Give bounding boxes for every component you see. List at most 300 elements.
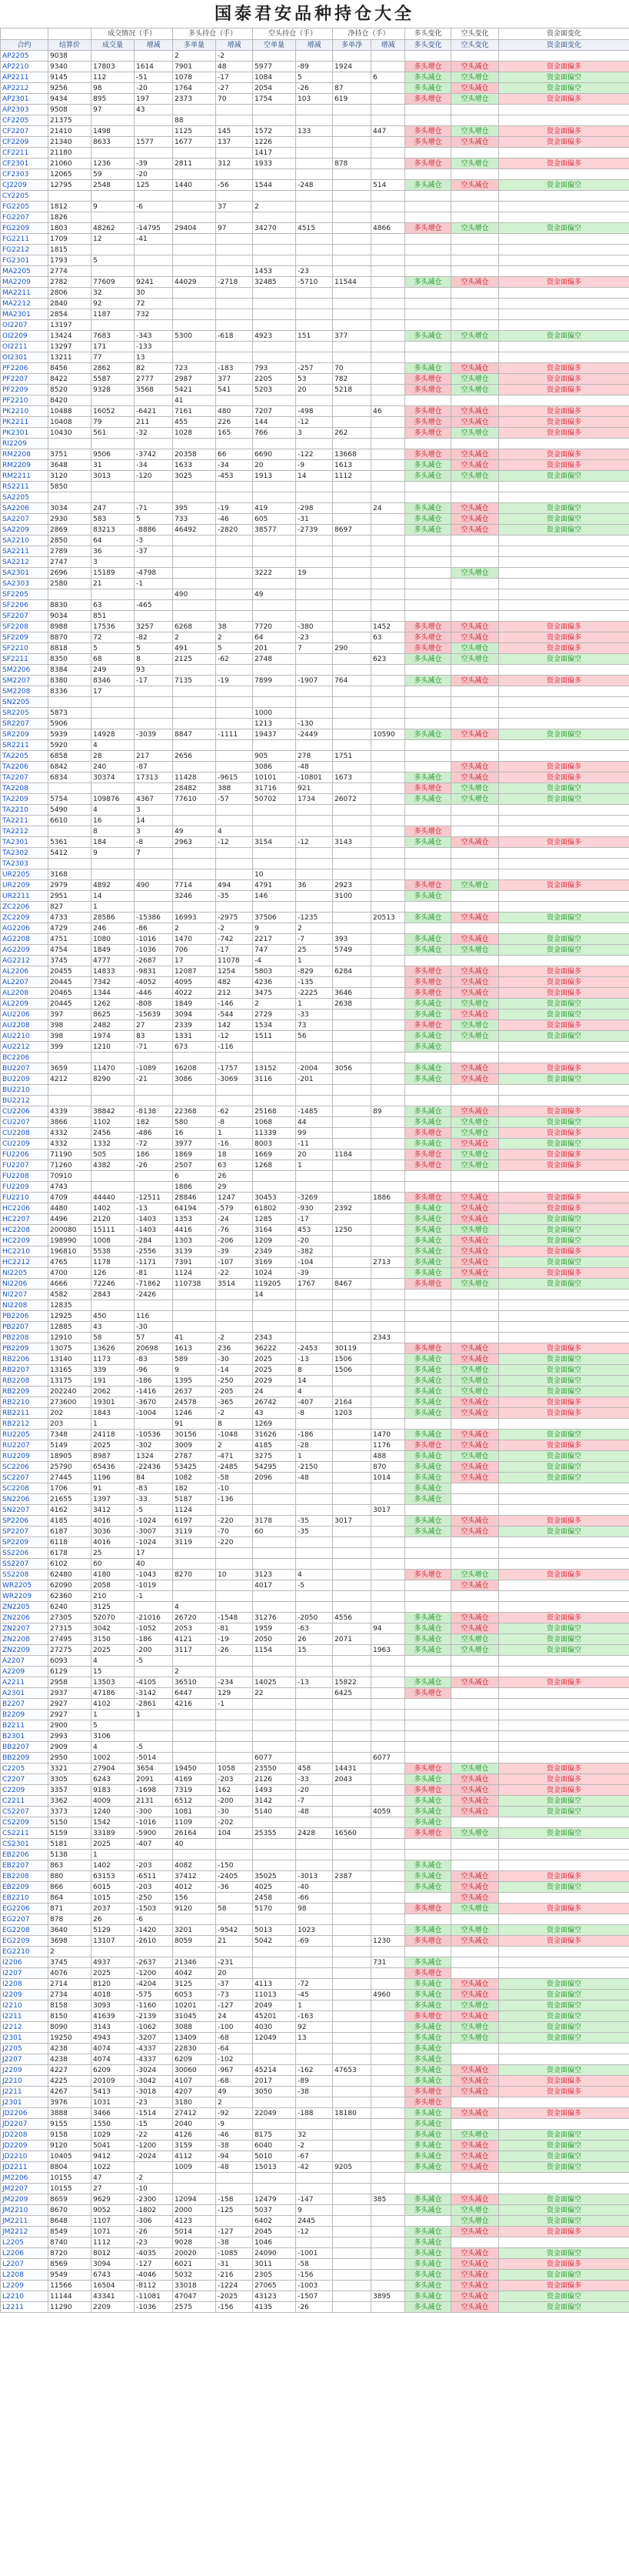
- volume-cell: 9: [92, 202, 135, 212]
- settle-price-cell: 2854: [48, 309, 92, 320]
- volume-change-cell: 2131: [135, 1796, 173, 1807]
- short-change-cell: 2: [296, 923, 333, 934]
- contract-code-cell: I2207: [1, 1968, 48, 1979]
- volume-cell: 2025: [92, 1440, 135, 1451]
- fund-trend-cell: [499, 51, 629, 62]
- short-change-cell: -20: [296, 1236, 333, 1246]
- fund-trend-cell: [499, 234, 629, 245]
- long-change-cell: [216, 1085, 253, 1096]
- long-change-cell: [216, 665, 253, 676]
- short-change-cell: [296, 1322, 333, 1333]
- net-qty-cell: [333, 1990, 371, 2000]
- table-row: [1, 859, 629, 869]
- page-title: 国泰君安品种持仓大全: [214, 4, 414, 24]
- fund-trend-cell: 资金面偏空: [499, 180, 629, 191]
- volume-change-cell: -11081: [135, 2291, 173, 2302]
- fund-trend-cell: 资金面偏多: [499, 2227, 629, 2237]
- table-row: [1, 1053, 629, 1063]
- volume-cell: 2209: [92, 2302, 135, 2313]
- table-row: [1, 665, 629, 676]
- table-row: [1, 1774, 629, 1785]
- volume-change-cell: -14795: [135, 223, 173, 234]
- net-qty-cell: [333, 1850, 371, 1860]
- net-qty-cell: 619: [333, 94, 371, 105]
- short-change-cell: [296, 2237, 333, 2248]
- volume-change-cell: -306: [135, 2216, 173, 2227]
- short-trend-cell: [451, 1505, 499, 1516]
- volume-cell: [92, 719, 135, 729]
- short-change-cell: [296, 1667, 333, 1677]
- volume-cell: 3125: [92, 1602, 135, 1613]
- volume-change-cell: 732: [135, 309, 173, 320]
- settle-price-cell: 3745: [48, 1957, 92, 1968]
- volume-cell: 3036: [92, 1527, 135, 1537]
- volume-change-cell: [135, 395, 173, 406]
- net-qty-cell: [333, 2270, 371, 2281]
- short-trend-cell: 空头减仓: [451, 934, 499, 945]
- net-change-cell: [371, 342, 405, 352]
- volume-change-cell: -71: [135, 1042, 173, 1053]
- short-qty-cell: 24090: [253, 2248, 296, 2259]
- settle-price-cell: [48, 859, 92, 869]
- long-qty-cell: [173, 148, 216, 158]
- short-qty-cell: 6077: [253, 1753, 296, 1763]
- long-change-cell: [216, 557, 253, 568]
- short-qty-cell: 2025: [253, 1365, 296, 1376]
- settle-price-cell: 4332: [48, 1128, 92, 1139]
- long-qty-cell: 1082: [173, 1473, 216, 1483]
- volume-cell: 41639: [92, 2011, 135, 2022]
- table-row: [1, 1817, 629, 1828]
- volume-change-cell: 182: [135, 1117, 173, 1128]
- long-qty-cell: [173, 342, 216, 352]
- contract-code-cell: J2209: [1, 2065, 48, 2076]
- long-qty-cell: [173, 697, 216, 708]
- net-qty-cell: [333, 977, 371, 988]
- settle-price-cell: 6842: [48, 762, 92, 772]
- volume-change-cell: [135, 783, 173, 794]
- short-change-cell: [296, 482, 333, 492]
- contract-code-cell: I2206: [1, 1957, 48, 1968]
- table-row: [1, 2227, 629, 2237]
- short-trend-cell: 空头增仓: [451, 1020, 499, 1031]
- volume-change-cell: -1403: [135, 1225, 173, 1236]
- net-change-cell: [371, 2119, 405, 2130]
- contract-code-cell: CU2209: [1, 1139, 48, 1150]
- short-trend-cell: 空头减仓: [451, 2065, 499, 2076]
- long-qty-cell: [173, 255, 216, 266]
- short-trend-cell: [451, 956, 499, 966]
- long-trend-cell: 多头减仓: [405, 1473, 451, 1483]
- long-change-cell: -116: [216, 1042, 253, 1053]
- volume-cell: 48262: [92, 223, 135, 234]
- volume-change-cell: 3: [135, 826, 173, 837]
- short-qty-cell: 27065: [253, 2281, 296, 2291]
- short-change-cell: 5: [296, 72, 333, 83]
- volume-cell: 4: [92, 1742, 135, 1753]
- short-change-cell: [296, 869, 333, 880]
- short-change-cell: -89: [296, 62, 333, 72]
- volume-change-cell: [135, 611, 173, 622]
- long-change-cell: -158: [216, 2194, 253, 2205]
- short-qty-cell: 49: [253, 589, 296, 600]
- net-change-cell: [371, 1182, 405, 1193]
- fund-trend-cell: [499, 1720, 629, 1731]
- short-trend-cell: 空头增仓: [451, 654, 499, 665]
- long-trend-cell: 多头增仓: [405, 223, 451, 234]
- short-trend-cell: 空头增仓: [451, 94, 499, 105]
- long-qty-cell: 5187: [173, 1494, 216, 1505]
- long-trend-cell: [405, 320, 451, 331]
- short-trend-cell: 空头增仓: [451, 1570, 499, 1580]
- short-change-cell: [296, 611, 333, 622]
- table-row: [1, 1527, 629, 1537]
- short-qty-cell: 10101: [253, 772, 296, 783]
- volume-cell: 26: [92, 1914, 135, 1925]
- short-change-cell: [296, 708, 333, 719]
- net-qty-cell: 2043: [333, 1774, 371, 1785]
- net-qty-cell: [333, 417, 371, 428]
- long-change-cell: -38: [216, 2237, 253, 2248]
- settle-price-cell: 4733: [48, 913, 92, 923]
- volume-cell: 17803: [92, 62, 135, 72]
- volume-change-cell: -20: [135, 169, 173, 180]
- short-qty-cell: 4113: [253, 1979, 296, 1990]
- volume-change-cell: -23: [135, 2237, 173, 2248]
- volume-change-cell: 84: [135, 1473, 173, 1483]
- short-change-cell: -1235: [296, 913, 333, 923]
- net-change-cell: [371, 2237, 405, 2248]
- short-trend-cell: [451, 320, 499, 331]
- net-change-cell: 447: [371, 126, 405, 137]
- table-row: [1, 223, 629, 234]
- long-change-cell: -146: [216, 999, 253, 1009]
- fund-trend-cell: 资金面偏多: [499, 62, 629, 72]
- volume-cell: 13107: [92, 1936, 135, 1947]
- contract-code-cell: RB2209: [1, 1386, 48, 1397]
- net-qty-cell: [333, 1979, 371, 1990]
- volume-cell: 98: [92, 83, 135, 94]
- short-change-cell: 1023: [296, 1925, 333, 1936]
- volume-cell: 2548: [92, 180, 135, 191]
- short-change-cell: [296, 169, 333, 180]
- settle-price-cell: 10155: [48, 2173, 92, 2184]
- net-qty-cell: [333, 1957, 371, 1968]
- settle-price-cell: 18905: [48, 1451, 92, 1462]
- net-change-cell: [371, 2011, 405, 2022]
- net-qty-cell: 6284: [333, 966, 371, 977]
- net-qty-cell: 1506: [333, 1365, 371, 1376]
- volume-cell: 33189: [92, 1828, 135, 1839]
- long-qty-cell: 4123: [173, 2216, 216, 2227]
- volume-cell: 21: [92, 579, 135, 589]
- settle-price-cell: 4267: [48, 2087, 92, 2097]
- contract-code-cell: UR2211: [1, 891, 48, 902]
- long-change-cell: -8: [216, 1117, 253, 1128]
- fund-trend-cell: 资金面偏空: [499, 2205, 629, 2216]
- volume-change-cell: -200: [135, 1645, 173, 1656]
- long-qty-cell: [173, 719, 216, 729]
- net-change-cell: [371, 1020, 405, 1031]
- table-row: [1, 1828, 629, 1839]
- long-qty-cell: 3977: [173, 1139, 216, 1150]
- volume-cell: 64: [92, 536, 135, 546]
- short-qty-cell: [253, 2054, 296, 2065]
- settle-price-cell: 273600: [48, 1397, 92, 1408]
- long-change-cell: -10: [216, 1483, 253, 1494]
- short-trend-cell: [451, 395, 499, 406]
- net-qty-cell: [333, 1031, 371, 1042]
- net-change-cell: [371, 2033, 405, 2044]
- net-qty-cell: 1613: [333, 460, 371, 471]
- long-change-cell: [216, 1311, 253, 1322]
- contract-code-cell: JM2211: [1, 2216, 48, 2227]
- contract-code-cell: HC2209: [1, 1236, 48, 1246]
- fund-trend-cell: [499, 395, 629, 406]
- short-trend-cell: [451, 1688, 499, 1699]
- table-row: [1, 1893, 629, 1904]
- long-qty-cell: [173, 708, 216, 719]
- volume-change-cell: 83: [135, 1031, 173, 1042]
- fund-trend-cell: [499, 1860, 629, 1871]
- volume-change-cell: -302: [135, 1440, 173, 1451]
- settle-price-cell: 5138: [48, 1850, 92, 1860]
- long-change-cell: 70: [216, 94, 253, 105]
- volume-cell: 1102: [92, 1117, 135, 1128]
- net-change-cell: 514: [371, 180, 405, 191]
- short-change-cell: -147: [296, 2194, 333, 2205]
- long-trend-cell: [405, 266, 451, 277]
- table-row: [1, 428, 629, 439]
- long-trend-cell: [405, 1053, 451, 1063]
- volume-cell: 31: [92, 460, 135, 471]
- short-qty-cell: [253, 1591, 296, 1602]
- settle-price-cell: 3362: [48, 1796, 92, 1807]
- net-change-cell: [371, 1397, 405, 1408]
- settle-price-cell: 4743: [48, 1182, 92, 1193]
- short-change-cell: -5: [296, 1580, 333, 1591]
- volume-cell: 4937: [92, 1957, 135, 1968]
- fund-trend-cell: 资金面偏空: [499, 1882, 629, 1893]
- settle-price-cell: 4225: [48, 2076, 92, 2087]
- long-change-cell: -37: [216, 1979, 253, 1990]
- contract-code-cell: J2301: [1, 2097, 48, 2108]
- net-change-cell: [371, 525, 405, 536]
- short-trend-cell: 空头减仓: [451, 503, 499, 514]
- volume-change-cell: 211: [135, 417, 173, 428]
- volume-change-cell: -1802: [135, 2205, 173, 2216]
- short-trend-cell: 空头减仓: [451, 1785, 499, 1796]
- short-trend-cell: 空头增仓: [451, 794, 499, 805]
- fund-trend-cell: 资金面偏空: [499, 1009, 629, 1020]
- net-change-cell: [371, 471, 405, 482]
- volume-cell: 12: [92, 234, 135, 245]
- long-trend-cell: [405, 202, 451, 212]
- settle-price-cell: 3648: [48, 460, 92, 471]
- fund-trend-cell: 资金面偏空: [499, 1473, 629, 1483]
- settle-price-cell: 1709: [48, 234, 92, 245]
- short-trend-cell: [451, 740, 499, 751]
- volume-change-cell: -37: [135, 546, 173, 557]
- net-qty-cell: [333, 2087, 371, 2097]
- long-change-cell: -30: [216, 1807, 253, 1817]
- table-row: [1, 2248, 629, 2259]
- fund-trend-cell: 资金面偏空: [499, 1031, 629, 1042]
- short-qty-cell: 14: [253, 1290, 296, 1300]
- long-trend-cell: 多头减仓: [405, 1117, 451, 1128]
- long-trend-cell: 多头减仓: [405, 2141, 451, 2151]
- fund-trend-cell: [499, 568, 629, 579]
- long-trend-cell: [405, 611, 451, 622]
- short-qty-cell: 1417: [253, 148, 296, 158]
- contract-code-cell: EG2208: [1, 1925, 48, 1936]
- volume-cell: 1397: [92, 1494, 135, 1505]
- net-qty-cell: [333, 1182, 371, 1193]
- settle-price-cell: [48, 1053, 92, 1063]
- short-trend-cell: 空头减仓: [451, 1009, 499, 1020]
- short-trend-cell: [451, 245, 499, 255]
- volume-change-cell: -3039: [135, 729, 173, 740]
- long-change-cell: -127: [216, 2000, 253, 2011]
- fund-trend-cell: [499, 2097, 629, 2108]
- short-qty-cell: 26742: [253, 1397, 296, 1408]
- settle-price-cell: 1706: [48, 1483, 92, 1494]
- net-change-cell: 3017: [371, 1505, 405, 1516]
- settle-price-cell: 4238: [48, 2054, 92, 2065]
- contract-code-cell: SS2206: [1, 1548, 48, 1559]
- short-change-cell: 1: [296, 2000, 333, 2011]
- long-trend-cell: 多头增仓: [405, 1128, 451, 1139]
- short-trend-cell: 空头减仓: [451, 1882, 499, 1893]
- long-qty-cell: 26720: [173, 1613, 216, 1623]
- table-row: [1, 1947, 629, 1957]
- long-change-cell: -471: [216, 1451, 253, 1462]
- fund-trend-cell: 资金面偏多: [499, 1440, 629, 1451]
- long-change-cell: [216, 589, 253, 600]
- long-qty-cell: 3119: [173, 1527, 216, 1537]
- short-qty-cell: [253, 1053, 296, 1063]
- short-change-cell: [296, 902, 333, 913]
- column-header: 资金面变化: [499, 40, 629, 51]
- net-change-cell: [371, 934, 405, 945]
- contract-code-cell: CF2209: [1, 137, 48, 148]
- net-change-cell: [371, 1580, 405, 1591]
- short-change-cell: [296, 439, 333, 449]
- settle-price-cell: 1815: [48, 245, 92, 255]
- fund-trend-cell: [499, 902, 629, 913]
- short-change-cell: -33: [296, 1009, 333, 1020]
- short-qty-cell: 4025: [253, 1882, 296, 1893]
- short-qty-cell: 1209: [253, 1236, 296, 1246]
- long-qty-cell: [173, 245, 216, 255]
- short-trend-cell: 空头减仓: [451, 2162, 499, 2173]
- long-trend-cell: 多头减仓: [405, 2194, 451, 2205]
- table-row: [1, 2291, 629, 2302]
- settle-price-cell: 6858: [48, 751, 92, 762]
- long-qty-cell: 40: [173, 1839, 216, 1850]
- long-trend-cell: 多头减仓: [405, 2108, 451, 2119]
- table-row: [1, 1139, 629, 1150]
- volume-cell: 72: [92, 632, 135, 643]
- short-change-cell: [296, 816, 333, 826]
- long-qty-cell: [173, 546, 216, 557]
- net-change-cell: [371, 869, 405, 880]
- contract-code-cell: PB2206: [1, 1311, 48, 1322]
- long-change-cell: -76: [216, 1225, 253, 1236]
- long-qty-cell: 12094: [173, 2194, 216, 2205]
- net-change-cell: [371, 2302, 405, 2313]
- long-change-cell: 24: [216, 2011, 253, 2022]
- long-qty-cell: 2339: [173, 1020, 216, 1031]
- long-trend-cell: 多头减仓: [405, 1807, 451, 1817]
- short-trend-cell: 空头减仓: [451, 62, 499, 72]
- short-trend-cell: [451, 1817, 499, 1828]
- table-row: [1, 72, 629, 83]
- long-trend-cell: 多头减仓: [405, 1871, 451, 1882]
- long-change-cell: -64: [216, 2044, 253, 2054]
- contract-code-cell: OI2211: [1, 342, 48, 352]
- long-trend-cell: 多头减仓: [405, 1430, 451, 1440]
- net-qty-cell: [333, 1591, 371, 1602]
- short-trend-cell: 空头减仓: [451, 1677, 499, 1688]
- long-qty-cell: 1124: [173, 1268, 216, 1279]
- net-change-cell: [371, 158, 405, 169]
- fund-trend-cell: 资金面偏空: [499, 1386, 629, 1397]
- volume-cell: [92, 1182, 135, 1193]
- fund-trend-cell: [499, 245, 629, 255]
- volume-cell: 13503: [92, 1677, 135, 1688]
- short-trend-cell: [451, 1591, 499, 1602]
- short-change-cell: -188: [296, 2108, 333, 2119]
- short-change-cell: 19: [296, 568, 333, 579]
- long-qty-cell: 22368: [173, 1106, 216, 1117]
- fund-trend-cell: 资金面偏空: [499, 2194, 629, 2205]
- long-trend-cell: [405, 1333, 451, 1343]
- net-change-cell: [371, 2270, 405, 2281]
- net-change-cell: [371, 1537, 405, 1548]
- contract-code-cell: JM2210: [1, 2205, 48, 2216]
- volume-cell: 4: [92, 740, 135, 751]
- net-qty-cell: [333, 665, 371, 676]
- volume-cell: 1107: [92, 2216, 135, 2227]
- short-qty-cell: 119205: [253, 1279, 296, 1290]
- long-qty-cell: 8270: [173, 1570, 216, 1580]
- fund-trend-cell: [499, 1710, 629, 1720]
- volume-cell: 1: [92, 1419, 135, 1430]
- net-qty-cell: [333, 255, 371, 266]
- net-qty-cell: [333, 1386, 371, 1397]
- short-qty-cell: [253, 320, 296, 331]
- long-trend-cell: [405, 697, 451, 708]
- fund-trend-cell: [499, 1580, 629, 1591]
- short-trend-cell: 空头减仓: [451, 406, 499, 417]
- fund-trend-cell: [499, 956, 629, 966]
- short-trend-cell: [451, 1311, 499, 1322]
- net-qty-cell: [333, 1925, 371, 1936]
- net-change-cell: [371, 859, 405, 869]
- volume-cell: 240: [92, 762, 135, 772]
- long-trend-cell: 多头减仓: [405, 913, 451, 923]
- long-trend-cell: 多头减仓: [405, 1365, 451, 1376]
- long-change-cell: -967: [216, 2065, 253, 2076]
- short-qty-cell: 5037: [253, 2205, 296, 2216]
- long-change-cell: [216, 1322, 253, 1333]
- fund-trend-cell: 资金面偏空: [499, 1354, 629, 1365]
- long-trend-cell: [405, 234, 451, 245]
- short-trend-cell: 空头减仓: [451, 1796, 499, 1807]
- short-qty-cell: [253, 1042, 296, 1053]
- settle-price-cell: 8720: [48, 2248, 92, 2259]
